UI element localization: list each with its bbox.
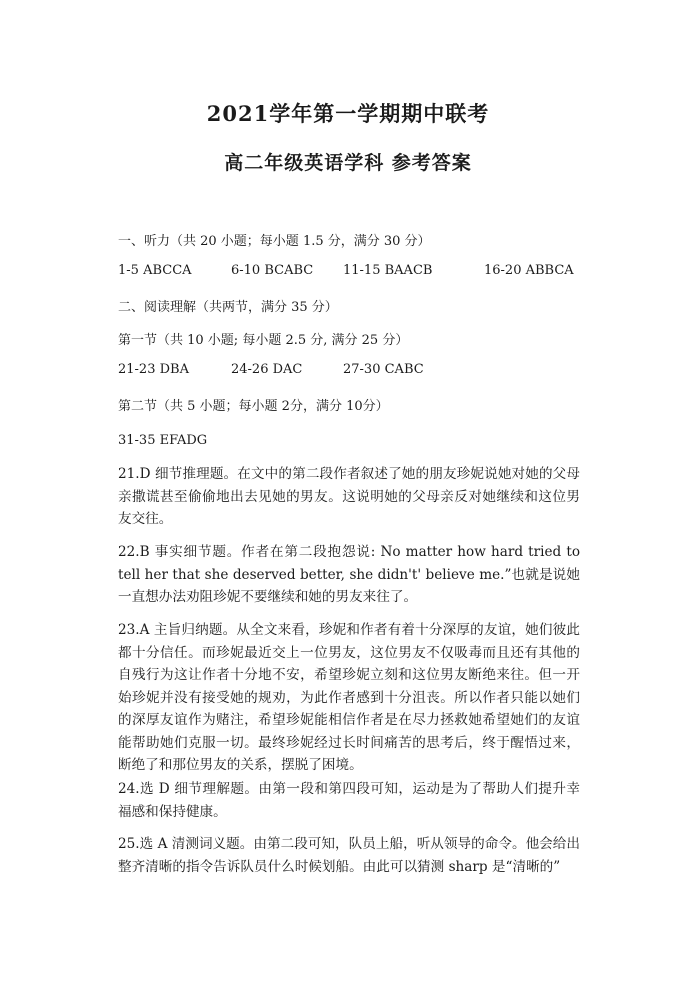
listening-answers-1: 1-5 ABCCA: [118, 263, 192, 278]
explanation-23: 23.A 主旨归纳题。从全文来看，珍妮和作者有着十分深厚的友谊，她们彼此都十分信任。而珍妮最近交上一位男友，这位男友不仅吸毒而且还有其他的自残行为这让作者十分地不安，希望珍妮立刻和这位男友断绝来往。但一开始珍妮并没有接受她的规劝，为此作者感到十分沮丧。所以作者只能以她们的深厚友谊作为赌注，希望珍妮能相信作者是在尽力拯救她希望她们的友谊能帮助她们克服一切。最终珍妮经过长时间痛苦的思考后，终于醒悟过来，断绝了和那位男友的关系，摆脱了困境。: [118, 622, 580, 773]
explanation-24: 24.选 D 细节理解题。由第一段和第四段可知，运动是为了帮助人们提升幸福感和保持健康。: [118, 781, 580, 820]
reading-part2-heading: 第二节（共 5 小题；每小题 2分，满分 10分）: [118, 399, 389, 414]
page-title: 2021学年第一学期期中联考: [206, 101, 490, 126]
explanation-25: 25.选 A 清测词义题。由第二段可知，队员上船，听从领导的命令。他会给出整齐清晰的指令告诉队员什么时候划船。由此可以猜测 sharp 是“清晰的”: [118, 836, 580, 875]
listening-heading: 一、听力（共 20 小题；每小题 1.5 分，满分 30 分）: [118, 234, 431, 249]
listening-answers-3: 11-15 BAACB: [343, 263, 433, 278]
page-subtitle: 高二年级英语学科 参考答案: [224, 152, 472, 174]
reading-part2-answers: 31-35 EFADG: [118, 433, 208, 448]
listening-answers-2: 6-10 BCABC: [231, 263, 314, 278]
reading-answers-1: 21-23 DBA: [118, 362, 189, 377]
reading-answers-2: 24-26 DAC: [231, 362, 303, 377]
reading-part1-heading: 第一节（共 10 小题; 每小题 2.5 分, 满分 25 分）: [118, 333, 409, 348]
reading-heading: 二、阅读理解（共两节，满分 35 分）: [118, 300, 338, 315]
listening-answers-4: 16-20 ABBCA: [484, 263, 574, 278]
reading-answers-3: 27-30 CABC: [343, 362, 424, 377]
explanation-21: 21.D 细节推理题。在文中的第二段作者叙述了她的朋友珍妮说她对她的父母亲撒谎甚至偷偷地出去见她的男友。这说明她的父母亲反对她继续和这位男友交往。: [118, 466, 580, 527]
explanation-22: 22.B 事实细节题。作者在第二段抱怨说: No matter how hard tried to tell her that she deserved better, she didn't' believe me.”也就是说她一直想办法劝阻珍妮不要继续和她的男友来往了。: [118, 544, 580, 605]
